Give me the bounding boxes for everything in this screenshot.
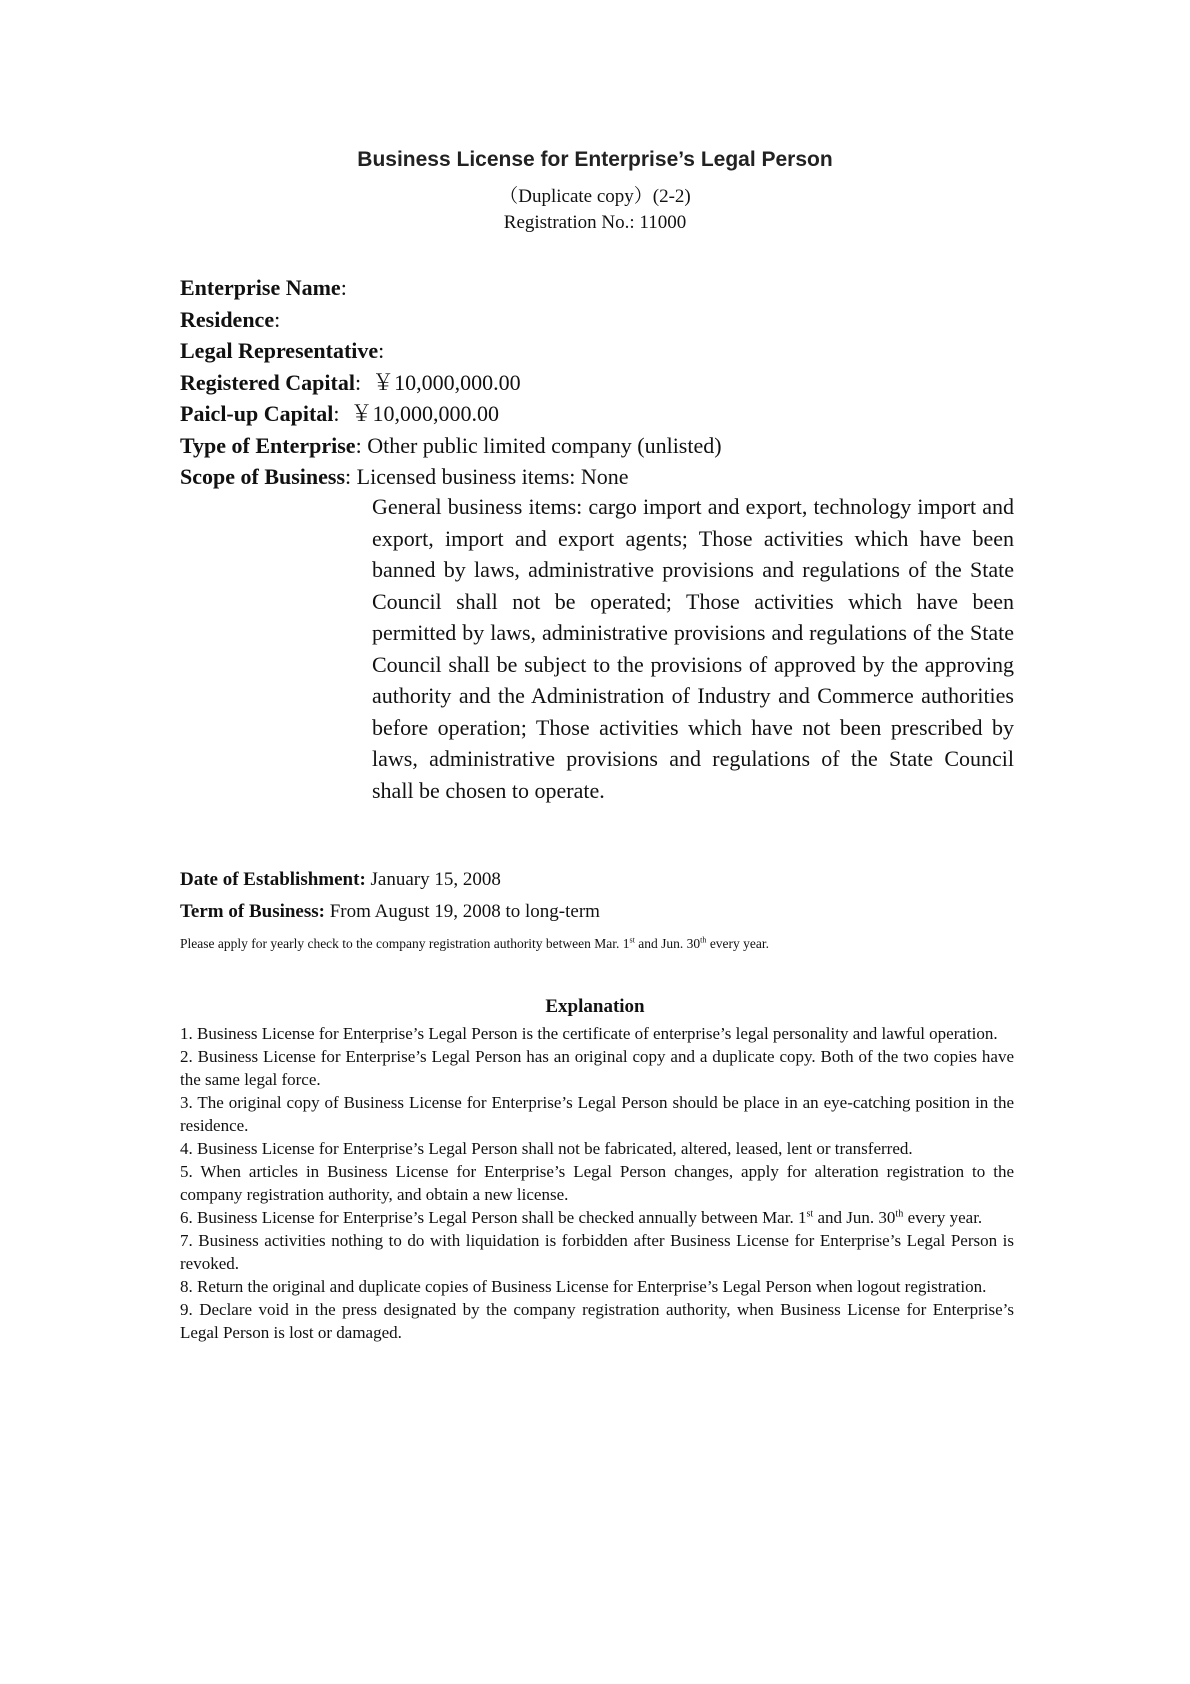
enterprise-name-row [180,272,1020,304]
explanation-item: 4. Business License for Enterprise’s Legal Person shall not be fabricated, altered, leased, lent or transferred. [180,1139,913,1158]
explanation-item: 2. Business License for Enterprise’s Legal Person has an original copy and a duplicate copy. Both of the two copies have the same legal force. [180,1047,1014,1089]
yearly-check-note [180,935,1040,953]
legal-representative-label: Legal Representative [180,338,379,363]
term-of-business [180,900,1020,924]
scope-licensed-items: Licensed business items: None [356,464,629,489]
paid-up-capital-label: Paicl-up Capital [180,401,334,426]
explanation-item: 7. Business activities nothing to do with liquidation is forbidden after Business License for Enterprise’s Legal Person is revoked. [180,1231,1014,1273]
type-of-enterprise-row [180,430,1020,462]
scope-of-business-row [180,461,1020,493]
explanation-item: 3. The original copy of Business License for Enterprise’s Legal Person should be place in an eye-catching position in the residence. [180,1093,1014,1135]
type-of-enterprise-value: Other public limited company (unlisted) [367,432,722,458]
explanation-item: 9. Declare void in the press designated by the company registration authority, when Business License for Enterprise’s Legal Person is lost or damaged. [180,1300,1014,1342]
explanation-list [180,1022,1014,1344]
explanation-item: 5. When articles in Business License for Enterprise’s Legal Person changes, apply for alteration registration to the company registration authority, and obtain a new license. [180,1162,1014,1204]
residence-row [180,304,1020,336]
enterprise-name-label: Enterprise Name [180,275,341,300]
term-of-business-label: Term of Business: [180,901,325,922]
term-of-business-value: From August 19, 2008 to long-term [329,901,600,922]
license-fields [180,272,1020,493]
copy-label: （Duplicate copy）(2-2) [499,186,691,207]
explanation-item-6 [180,1206,1014,1229]
colon: : [333,401,351,426]
note-text: Please apply for yearly check to the company registration authority between Mar. 1 [180,936,630,951]
paid-up-capital-value: ￥10,000,000.00 [350,401,500,426]
item-sup: st [806,1208,814,1220]
item-sup: th [895,1208,904,1220]
registered-capital-row [180,367,1020,399]
legal-representative-row [180,335,1020,367]
colon: : [355,432,368,458]
item-text: 6. Business License for Enterprise’s Legal Person shall be checked annually between Mar. 1 [180,1208,807,1227]
colon: : [274,306,281,332]
residence-label: Residence [180,306,275,332]
date-of-establishment [180,868,1020,892]
explanation-item: 8. Return the original and duplicate copies of Business License for Enterprise’s Legal Person when logout registration. [180,1277,987,1296]
type-of-enterprise-label: Type of Enterprise [180,432,356,458]
item-text: every year. [903,1208,983,1227]
scope-of-business-label: Scope of Business [180,464,346,489]
registered-capital-label: Registered Capital [180,369,355,395]
colon: : [345,464,357,489]
scope-general-items: General business items: cargo import and export, technology import and export, import and export agents; Those activities which have been banned by laws, administrative provisions and regulations of the State Council shall not be operated; Those activities which have been permitted by laws, administrative provisions and regulations of the State Council shall be subject to the provisions of approved by the approving authority and the Administration of Industry and Commerce authorities before operation; Those activities which have not been prescribed by laws, administrative provisions and regulations of the State Council shall be chosen to operate. [372,494,1014,803]
colon: : [340,275,347,300]
document-title: Business License for Enterprise’s Legal Person [357,148,833,171]
explanation-title: Explanation [545,996,645,1017]
explanation-item: 1. Business License for Enterprise’s Legal Person is the certificate of enterprise’s legal personality and lawful operation. [180,1024,998,1043]
item-text: and Jun. 30 [813,1208,896,1227]
note-sup: th [700,935,707,945]
note-text: every year. [706,936,770,951]
colon: : [378,338,385,363]
paid-up-capital-row [180,398,1020,430]
note-text: and Jun. 30 [634,936,701,951]
colon: : [354,369,373,395]
date-of-establishment-label: Date of Establishment: [180,869,366,890]
note-sup: st [629,935,635,945]
registered-capital-value: ￥10,000,000.00 [372,369,521,395]
date-of-establishment-value: January 15, 2008 [370,869,501,890]
registration-number: Registration No.: 11000 [503,212,687,233]
